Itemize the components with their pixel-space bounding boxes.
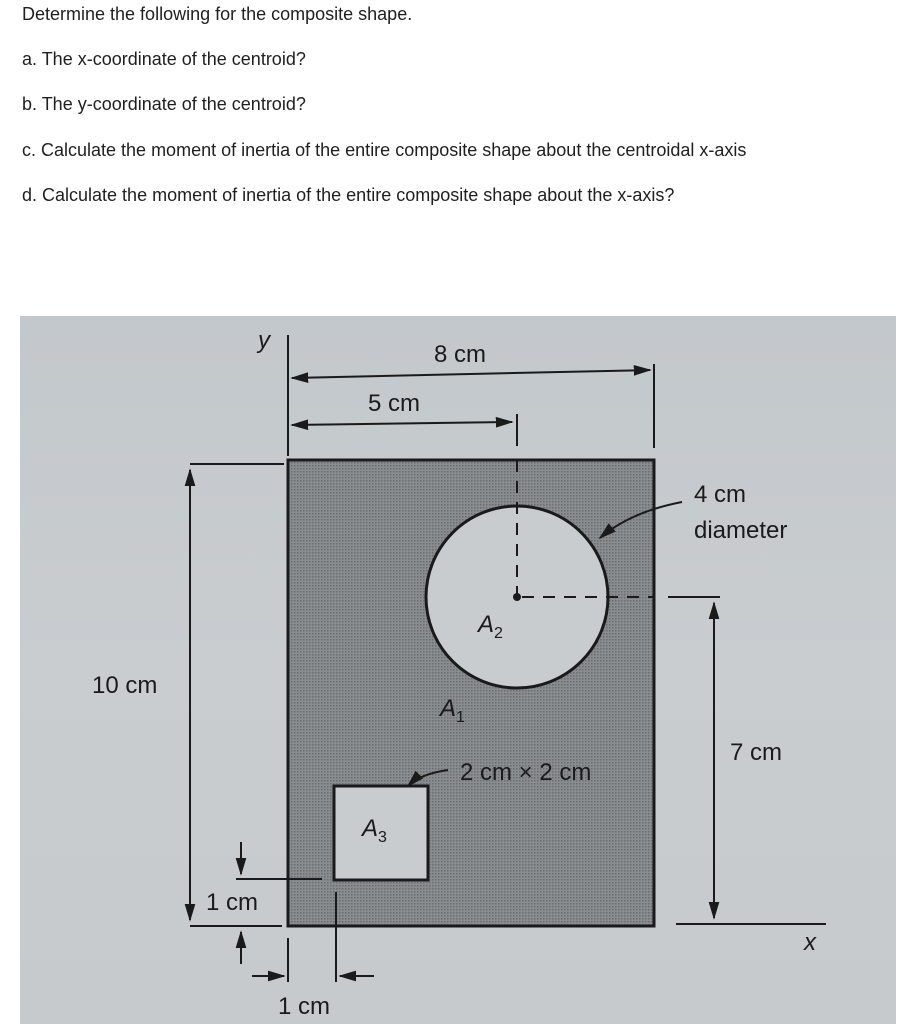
x-axis-label: x <box>804 929 816 956</box>
diagram-photo <box>20 316 896 1024</box>
dim-5cm: 5 cm <box>368 390 421 417</box>
dim-8cm: 8 cm <box>434 341 487 368</box>
dim-1cm-vertical: 1 cm <box>206 889 259 916</box>
dim-10cm: 10 cm <box>92 672 158 699</box>
question-d: d. Calculate the moment of inertia of the entire composite shape about the x-axis? <box>22 185 675 205</box>
circle-dim-line2: diameter <box>694 517 788 544</box>
dim-1cm-horizontal: 1 cm <box>278 993 331 1020</box>
dim-7cm: 7 cm <box>730 739 783 766</box>
square-dim-label: 2 cm × 2 cm <box>460 759 592 786</box>
circle-dim-line1: 4 cm <box>694 481 747 508</box>
question-intro: Determine the following for the composite shape. <box>22 4 413 24</box>
label-a1: $A_1$ <box>440 695 465 726</box>
label-a3: $A_3$ <box>362 815 387 846</box>
question-b: b. The y-coordinate of the centroid? <box>22 94 306 114</box>
composite-shape-diagram <box>20 316 896 1024</box>
question-c: c. Calculate the moment of inertia of the entire composite shape about the centroidal x-axis <box>22 140 747 160</box>
y-axis-label: y <box>258 327 270 354</box>
question-a: a. The x-coordinate of the centroid? <box>22 49 306 69</box>
label-a2: $A_2$ <box>478 611 503 642</box>
